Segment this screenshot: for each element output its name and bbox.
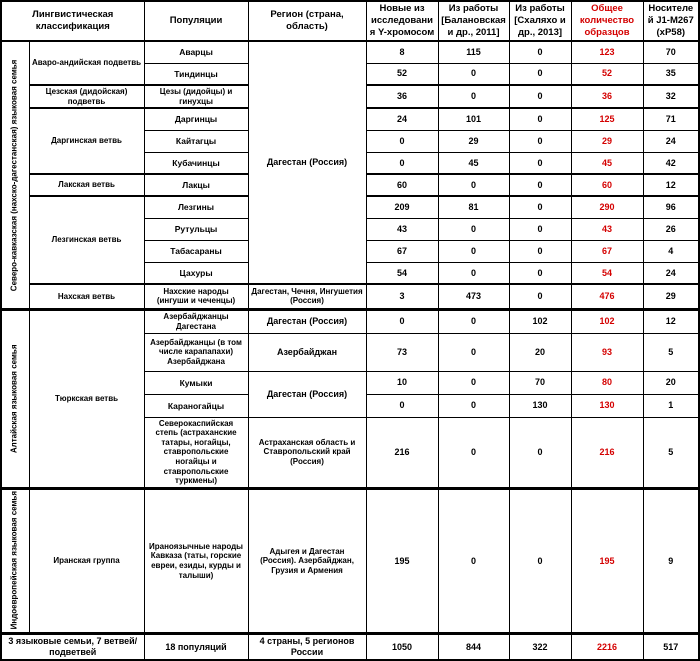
total-cell: 36 <box>571 85 643 108</box>
j1-cell: 26 <box>643 218 699 240</box>
value-cell: 209 <box>366 196 438 218</box>
j1-cell: 12 <box>643 309 699 333</box>
j1-cell: 5 <box>643 417 699 488</box>
col-header-skhalyakho-2013: Из работы [Схаляхо и др., 2013] <box>509 1 571 41</box>
total-cell: 290 <box>571 196 643 218</box>
value-cell: 0 <box>509 240 571 262</box>
branch-cell-avaro-andian: Аваро-андийская подветвь <box>29 41 144 85</box>
value-cell: 0 <box>509 63 571 85</box>
j1-cell: 70 <box>643 41 699 63</box>
family-cell-northcaucasian: Северо-кавказская (нахско-дагестанская) языковая семья <box>1 41 29 309</box>
value-cell: 216 <box>366 417 438 488</box>
value-cell: 0 <box>438 394 509 417</box>
branch-cell-tsezic: Цезская (дидойская) подветвь <box>29 85 144 108</box>
totals-total-cell: 2216 <box>571 634 643 660</box>
value-cell: 0 <box>438 371 509 394</box>
region-cell-dagestan: Дагестан (Россия) <box>248 41 366 284</box>
value-cell: 0 <box>438 333 509 371</box>
value-cell: 0 <box>438 488 509 633</box>
population-cell: Цезы (дидойцы) и гинухцы <box>144 85 248 108</box>
j1-cell: 4 <box>643 240 699 262</box>
branch-cell-dargin: Даргинская ветвь <box>29 108 144 174</box>
population-cell: Караногайцы <box>144 394 248 417</box>
j1-cell: 5 <box>643 333 699 371</box>
value-cell: 0 <box>438 63 509 85</box>
population-cell: Кумыки <box>144 371 248 394</box>
j1-cell: 20 <box>643 371 699 394</box>
value-cell: 45 <box>438 152 509 174</box>
value-cell: 0 <box>509 417 571 488</box>
j1-cell: 9 <box>643 488 699 633</box>
j1-cell: 24 <box>643 130 699 152</box>
total-cell: 102 <box>571 309 643 333</box>
table-row <box>1 309 699 333</box>
region-cell-adygea-caucasus: Адыгея и Дагестан (Россия). Азербайджан, Грузия и Армения <box>248 488 366 633</box>
value-cell: 0 <box>509 130 571 152</box>
total-cell: 43 <box>571 218 643 240</box>
total-cell: 80 <box>571 371 643 394</box>
value-cell: 54 <box>366 262 438 284</box>
total-cell: 93 <box>571 333 643 371</box>
value-cell: 101 <box>438 108 509 130</box>
value-cell: 8 <box>366 41 438 63</box>
j1-cell: 96 <box>643 196 699 218</box>
value-cell: 0 <box>509 85 571 108</box>
value-cell: 0 <box>509 152 571 174</box>
j1-cell: 1 <box>643 394 699 417</box>
population-cell: Лезгины <box>144 196 248 218</box>
value-cell: 102 <box>509 309 571 333</box>
totals-value-cell: 1050 <box>366 634 438 660</box>
header-row <box>1 1 699 41</box>
region-cell-dagestan: Дагестан (Россия) <box>248 309 366 333</box>
col-header-new-from-study: Новые из исследования Y-хромосом <box>366 1 438 41</box>
value-cell: 195 <box>366 488 438 633</box>
col-header-populations: Популяции <box>144 1 248 41</box>
total-cell: 195 <box>571 488 643 633</box>
value-cell: 0 <box>438 240 509 262</box>
branch-cell-lezgic: Лезгинская ветвь <box>29 196 144 284</box>
total-cell: 125 <box>571 108 643 130</box>
value-cell: 0 <box>438 218 509 240</box>
total-cell: 52 <box>571 63 643 85</box>
value-cell: 20 <box>509 333 571 371</box>
population-cell: Цахуры <box>144 262 248 284</box>
value-cell: 0 <box>509 174 571 196</box>
value-cell: 0 <box>366 130 438 152</box>
value-cell: 0 <box>366 152 438 174</box>
col-header-linguistic-classification: Лингвистическая классификация <box>1 1 144 41</box>
j1-cell: 29 <box>643 284 699 309</box>
value-cell: 0 <box>366 394 438 417</box>
value-cell: 10 <box>366 371 438 394</box>
table-row <box>1 284 699 309</box>
region-cell-azerbaijan: Азербайджан <box>248 333 366 371</box>
total-cell: 60 <box>571 174 643 196</box>
family-cell-indoeuropean: Индоевропейская языковая семья <box>1 488 29 633</box>
family-cell-altaic: Алтайская языковая семья <box>1 309 29 488</box>
total-cell: 216 <box>571 417 643 488</box>
population-cell: Азербайджанцы (в том числе карапапахи) Азербайджана <box>144 333 248 371</box>
value-cell: 0 <box>438 417 509 488</box>
population-cell: Табасараны <box>144 240 248 262</box>
totals-value-cell: 322 <box>509 634 571 660</box>
population-cell: Рутульцы <box>144 218 248 240</box>
value-cell: 67 <box>366 240 438 262</box>
totals-row <box>1 634 699 660</box>
value-cell: 0 <box>509 262 571 284</box>
j1-cell: 35 <box>643 63 699 85</box>
total-cell: 476 <box>571 284 643 309</box>
population-cell: Нахские народы (ингуши и чеченцы) <box>144 284 248 309</box>
branch-cell-lak: Лакская ветвь <box>29 174 144 196</box>
population-cell: Лакцы <box>144 174 248 196</box>
j1-cell: 24 <box>643 262 699 284</box>
value-cell: 36 <box>366 85 438 108</box>
population-cell: Даргинцы <box>144 108 248 130</box>
value-cell: 29 <box>438 130 509 152</box>
value-cell: 52 <box>366 63 438 85</box>
totals-classification-cell: 3 языковые семьи, 7 ветвей/подветвей <box>1 634 144 660</box>
value-cell: 0 <box>509 284 571 309</box>
value-cell: 0 <box>438 174 509 196</box>
value-cell: 473 <box>438 284 509 309</box>
value-cell: 0 <box>509 196 571 218</box>
value-cell: 0 <box>509 108 571 130</box>
value-cell: 0 <box>438 85 509 108</box>
value-cell: 3 <box>366 284 438 309</box>
col-header-total-samples: Общее количество образцов <box>571 1 643 41</box>
value-cell: 81 <box>438 196 509 218</box>
value-cell: 0 <box>509 488 571 633</box>
value-cell: 73 <box>366 333 438 371</box>
value-cell: 43 <box>366 218 438 240</box>
population-cell: Кубачинцы <box>144 152 248 174</box>
col-header-region: Регион (страна, область) <box>248 1 366 41</box>
totals-j1-cell: 517 <box>643 634 699 660</box>
value-cell: 115 <box>438 41 509 63</box>
total-cell: 123 <box>571 41 643 63</box>
population-cell: Азербайджанцы Дагестана <box>144 309 248 333</box>
j1-cell: 42 <box>643 152 699 174</box>
total-cell: 130 <box>571 394 643 417</box>
region-cell-dagestan: Дагестан (Россия) <box>248 371 366 417</box>
value-cell: 0 <box>366 309 438 333</box>
total-cell: 67 <box>571 240 643 262</box>
j1-cell: 12 <box>643 174 699 196</box>
j1-cell: 71 <box>643 108 699 130</box>
value-cell: 0 <box>438 309 509 333</box>
table-row <box>1 488 699 633</box>
value-cell: 70 <box>509 371 571 394</box>
population-cell: Аварцы <box>144 41 248 63</box>
region-cell-astrakhan-stavropol: Астраханская область и Ставропольский край (Россия) <box>248 417 366 488</box>
total-cell: 29 <box>571 130 643 152</box>
value-cell: 130 <box>509 394 571 417</box>
col-header-j1-carriers: Носителей J1-M267 (xP58) <box>643 1 699 41</box>
totals-value-cell: 844 <box>438 634 509 660</box>
totals-populations-cell: 18 популяций <box>144 634 248 660</box>
population-cell: Кайтагцы <box>144 130 248 152</box>
value-cell: 0 <box>509 218 571 240</box>
j1-cell: 32 <box>643 85 699 108</box>
value-cell: 0 <box>509 41 571 63</box>
col-header-balanovska-2011: Из работы [Балановская и др., 2011] <box>438 1 509 41</box>
population-cell: Северокаспийская степь (астраханские татары, ногайцы, ставропольские ногайцы и ставропольские туркмены) <box>144 417 248 488</box>
branch-cell-nakh: Нахская ветвь <box>29 284 144 309</box>
population-cell: Ираноязычные народы Кавказа (таты, горские евреи, езиды, курды и талыши) <box>144 488 248 633</box>
table-row <box>1 41 699 63</box>
value-cell: 60 <box>366 174 438 196</box>
value-cell: 0 <box>438 262 509 284</box>
total-cell: 45 <box>571 152 643 174</box>
region-cell-dagestan-chechnya-ingushetia: Дагестан, Чечня, Ингушетия (Россия) <box>248 284 366 309</box>
value-cell: 24 <box>366 108 438 130</box>
branch-cell-turkic: Тюркская ветвь <box>29 309 144 488</box>
population-cell: Тиндинцы <box>144 63 248 85</box>
totals-regions-cell: 4 страны, 5 регионов России <box>248 634 366 660</box>
total-cell: 54 <box>571 262 643 284</box>
branch-cell-iranian: Иранская группа <box>29 488 144 633</box>
